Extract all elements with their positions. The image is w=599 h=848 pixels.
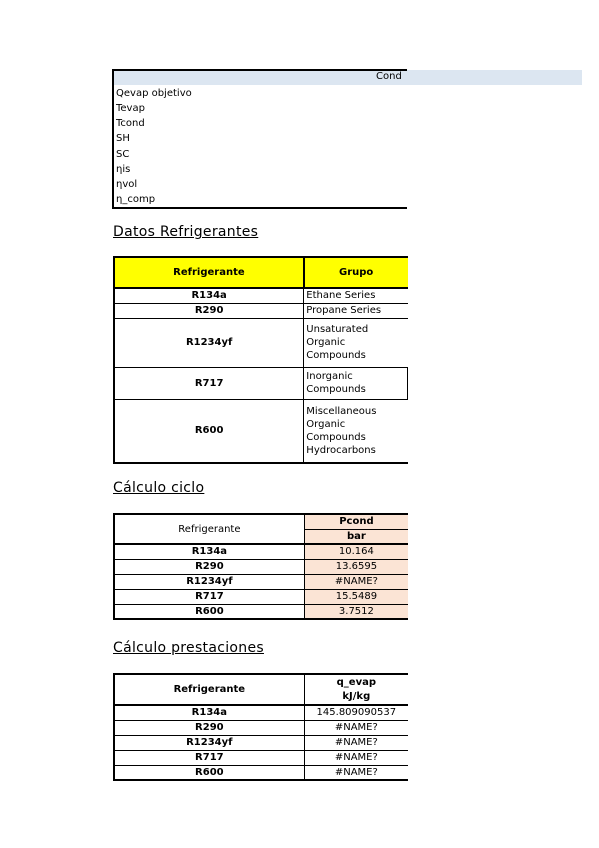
cycle-title: Cálculo ciclo — [113, 480, 205, 496]
cycle-name-r1234yf[interactable]: R1234yf — [114, 574, 304, 589]
cycle-name-r290[interactable]: R290 — [114, 559, 304, 574]
ref-group-r717[interactable]: Inorganic Compounds — [304, 367, 408, 399]
ref-name-r717[interactable]: R717 — [114, 367, 304, 399]
ref-group-r600[interactable]: Miscellaneous Organic Compounds Hydrocarbons — [304, 399, 408, 463]
perf-col-refrigerante[interactable]: Refrigerante — [114, 674, 304, 705]
param-qevap[interactable]: Qevap objetivo — [116, 88, 192, 99]
cycle-name-r134a[interactable]: R134a — [114, 544, 304, 559]
param-sc[interactable]: SC — [116, 149, 130, 160]
cycle-table — [113, 513, 408, 620]
perf-name-r717[interactable]: R717 — [114, 750, 304, 765]
ref-name-r1234yf[interactable]: R1234yf — [114, 318, 304, 367]
cycle-value-r290[interactable]: 13.6595 — [304, 559, 408, 574]
cycle-name-r717[interactable]: R717 — [114, 589, 304, 604]
refrigerants-table — [113, 256, 408, 464]
perf-value-r134a[interactable]: 145.809090537 — [304, 705, 408, 720]
perf-name-r1234yf[interactable]: R1234yf — [114, 735, 304, 750]
perf-value-r717[interactable]: #NAME? — [304, 750, 408, 765]
param-tevap[interactable]: Tevap — [116, 103, 145, 114]
ref-group-r1234yf[interactable]: Unsaturated Organic Compounds — [304, 318, 408, 367]
ref-name-r600[interactable]: R600 — [114, 399, 304, 463]
perf-value-r1234yf[interactable]: #NAME? — [304, 735, 408, 750]
param-eta-is[interactable]: ηis — [116, 164, 131, 175]
cycle-value-r717[interactable]: 15.5489 — [304, 589, 408, 604]
perf-name-r290[interactable]: R290 — [114, 720, 304, 735]
perf-value-r290[interactable]: #NAME? — [304, 720, 408, 735]
perf-name-r600[interactable]: R600 — [114, 765, 304, 780]
ref-name-r134a[interactable]: R134a — [114, 288, 304, 303]
perf-name-r134a[interactable]: R134a — [114, 705, 304, 720]
cycle-value-r134a[interactable]: 10.164 — [304, 544, 408, 559]
ref-group-r134a[interactable]: Ethane Series — [304, 288, 408, 303]
conditions-header[interactable]: Cond — [376, 71, 402, 82]
cycle-col-refrigerante[interactable]: Refrigerante — [114, 514, 304, 544]
param-eta-vol[interactable]: ηvol — [116, 179, 138, 190]
cycle-col-pcond[interactable]: Pcond — [304, 514, 408, 529]
perf-col-qevap[interactable]: q_evap kJ/kg — [304, 674, 408, 705]
refrigerants-title: Datos Refrigerantes — [113, 224, 259, 240]
param-sh[interactable]: SH — [116, 133, 130, 144]
col-grupo-header[interactable]: Grupo — [304, 257, 408, 288]
cycle-value-r1234yf[interactable]: #NAME? — [304, 574, 408, 589]
perf-value-r600[interactable]: #NAME? — [304, 765, 408, 780]
performance-table — [113, 673, 408, 781]
cycle-name-r600[interactable]: R600 — [114, 604, 304, 619]
param-eta-comp[interactable]: η_comp — [116, 194, 156, 205]
cycle-value-r600[interactable]: 3.7512 — [304, 604, 408, 619]
conditions-block — [112, 69, 407, 209]
ref-group-r290[interactable]: Propane Series — [304, 303, 408, 318]
performance-title: Cálculo prestaciones — [113, 640, 264, 656]
param-tcond[interactable]: Tcond — [116, 118, 145, 129]
cycle-col-unit[interactable]: bar — [304, 529, 408, 544]
col-refrigerante-header[interactable]: Refrigerante — [114, 257, 304, 288]
ref-name-r290[interactable]: R290 — [114, 303, 304, 318]
